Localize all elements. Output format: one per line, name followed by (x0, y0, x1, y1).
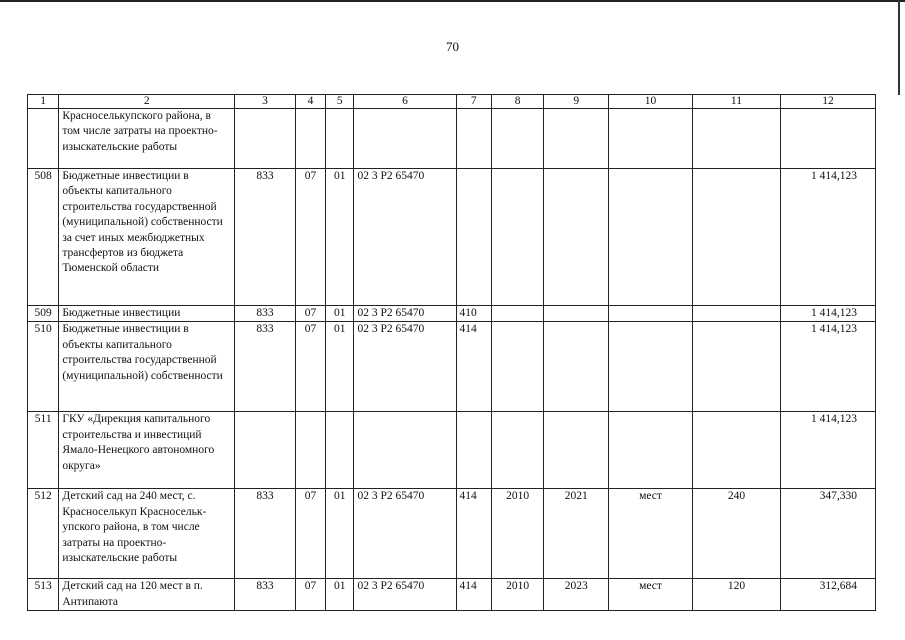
column-header: 1 (28, 95, 59, 109)
column-header: 4 (295, 95, 325, 109)
row-description: Красноселькупского района, в том числе затраты на проектно-изыскательские работы (59, 109, 235, 169)
cell-unit (609, 412, 693, 489)
cell-amount: 1 414,123 (780, 412, 875, 489)
table-row (28, 579, 876, 611)
cell-unit (609, 109, 693, 169)
cell-end-year: 2021 (544, 489, 609, 579)
column-header: 8 (491, 95, 544, 109)
cell-capacity (692, 412, 780, 489)
column-header: 6 (354, 95, 456, 109)
cell-target-code: 02 3 Р2 65470 (354, 169, 456, 306)
cell-subsection: 01 (326, 579, 354, 611)
cell-capacity: 240 (692, 489, 780, 579)
column-header: 10 (609, 95, 693, 109)
cell-expense-type (456, 412, 491, 489)
table-row (28, 489, 876, 579)
top-border-line (0, 0, 905, 2)
cell-start-year (491, 306, 544, 322)
table-row (28, 322, 876, 412)
cell-end-year (544, 412, 609, 489)
cell-expense-type (456, 109, 491, 169)
row-number: 510 (28, 322, 59, 412)
column-header: 3 (235, 95, 296, 109)
cell-section: 07 (295, 169, 325, 306)
cell-amount: 1 414,123 (780, 322, 875, 412)
cell-unit: мест (609, 489, 693, 579)
column-header: 11 (692, 95, 780, 109)
cell-end-year (544, 306, 609, 322)
row-number: 513 (28, 579, 59, 611)
cell-subsection (326, 109, 354, 169)
cell-expense-type: 414 (456, 489, 491, 579)
cell-start-year: 2010 (491, 489, 544, 579)
cell-section: 07 (295, 306, 325, 322)
cell-target-code: 02 3 Р2 65470 (354, 579, 456, 611)
cell-amount (780, 109, 875, 169)
row-number (28, 109, 59, 169)
cell-ministry: 833 (235, 322, 296, 412)
cell-subsection: 01 (326, 489, 354, 579)
row-number: 512 (28, 489, 59, 579)
row-description: Бюджетные инвестиции в объекты капитального строительства государственной (муниципальной) собственности (59, 322, 235, 412)
cell-section (295, 109, 325, 169)
cell-target-code: 02 3 Р2 65470 (354, 489, 456, 579)
column-header: 12 (780, 95, 875, 109)
table-row (28, 306, 876, 322)
cell-section: 07 (295, 579, 325, 611)
cell-subsection: 01 (326, 169, 354, 306)
cell-end-year (544, 109, 609, 169)
cell-capacity (692, 169, 780, 306)
cell-subsection: 01 (326, 322, 354, 412)
cell-subsection: 01 (326, 306, 354, 322)
cell-unit: мест (609, 579, 693, 611)
row-number: 509 (28, 306, 59, 322)
cell-section: 07 (295, 322, 325, 412)
cell-capacity (692, 109, 780, 169)
cell-target-code (354, 109, 456, 169)
row-description: Бюджетные инвестиции (59, 306, 235, 322)
cell-capacity (692, 322, 780, 412)
row-description: ГКУ «Дирекция капитального строительства и инвестиций Ямало-Ненецкого автономного округа» (59, 412, 235, 489)
cell-expense-type: 414 (456, 579, 491, 611)
cell-expense-type (456, 169, 491, 306)
cell-amount: 1 414,123 (780, 169, 875, 306)
cell-section (295, 412, 325, 489)
cell-target-code: 02 3 Р2 65470 (354, 306, 456, 322)
cell-ministry: 833 (235, 169, 296, 306)
column-header: 2 (59, 95, 235, 109)
cell-start-year (491, 109, 544, 169)
cell-expense-type: 410 (456, 306, 491, 322)
cell-target-code: 02 3 Р2 65470 (354, 322, 456, 412)
cell-start-year: 2010 (491, 579, 544, 611)
cell-start-year (491, 169, 544, 306)
column-header: 7 (456, 95, 491, 109)
table-row (28, 109, 876, 169)
cell-unit (609, 306, 693, 322)
cell-amount: 347,330 (780, 489, 875, 579)
cell-subsection (326, 412, 354, 489)
cell-ministry (235, 109, 296, 169)
column-header: 5 (326, 95, 354, 109)
cell-target-code (354, 412, 456, 489)
cell-ministry: 833 (235, 579, 296, 611)
row-number: 511 (28, 412, 59, 489)
cell-ministry: 833 (235, 306, 296, 322)
cell-start-year (491, 322, 544, 412)
table-row (28, 169, 876, 306)
cell-end-year (544, 169, 609, 306)
row-description: Детский сад на 120 мест в п. Антипаюта (59, 579, 235, 611)
row-description: Бюджетные инвестиции в объекты капитального строительства государственной (муниципальной) собственности за счет иных межбюджетных трансфертов из бюджета Тюменской области (59, 169, 235, 306)
cell-end-year (544, 322, 609, 412)
cell-unit (609, 322, 693, 412)
table-row (28, 412, 876, 489)
cell-amount: 1 414,123 (780, 306, 875, 322)
budget-table (27, 94, 876, 611)
cell-amount: 312,684 (780, 579, 875, 611)
cell-section: 07 (295, 489, 325, 579)
column-header: 9 (544, 95, 609, 109)
row-number: 508 (28, 169, 59, 306)
page-number: 70 (446, 39, 459, 54)
cell-end-year: 2023 (544, 579, 609, 611)
column-number-row (28, 95, 876, 109)
cell-unit (609, 169, 693, 306)
cell-capacity: 120 (692, 579, 780, 611)
cell-expense-type: 414 (456, 322, 491, 412)
cell-start-year (491, 412, 544, 489)
row-description: Детский сад на 240 мест, с. Красноселькуп Красноселькупского района, в том числе затраты на проектно-изыскательские работы (59, 489, 235, 579)
cell-ministry: 833 (235, 489, 296, 579)
cell-capacity (692, 306, 780, 322)
cell-ministry (235, 412, 296, 489)
